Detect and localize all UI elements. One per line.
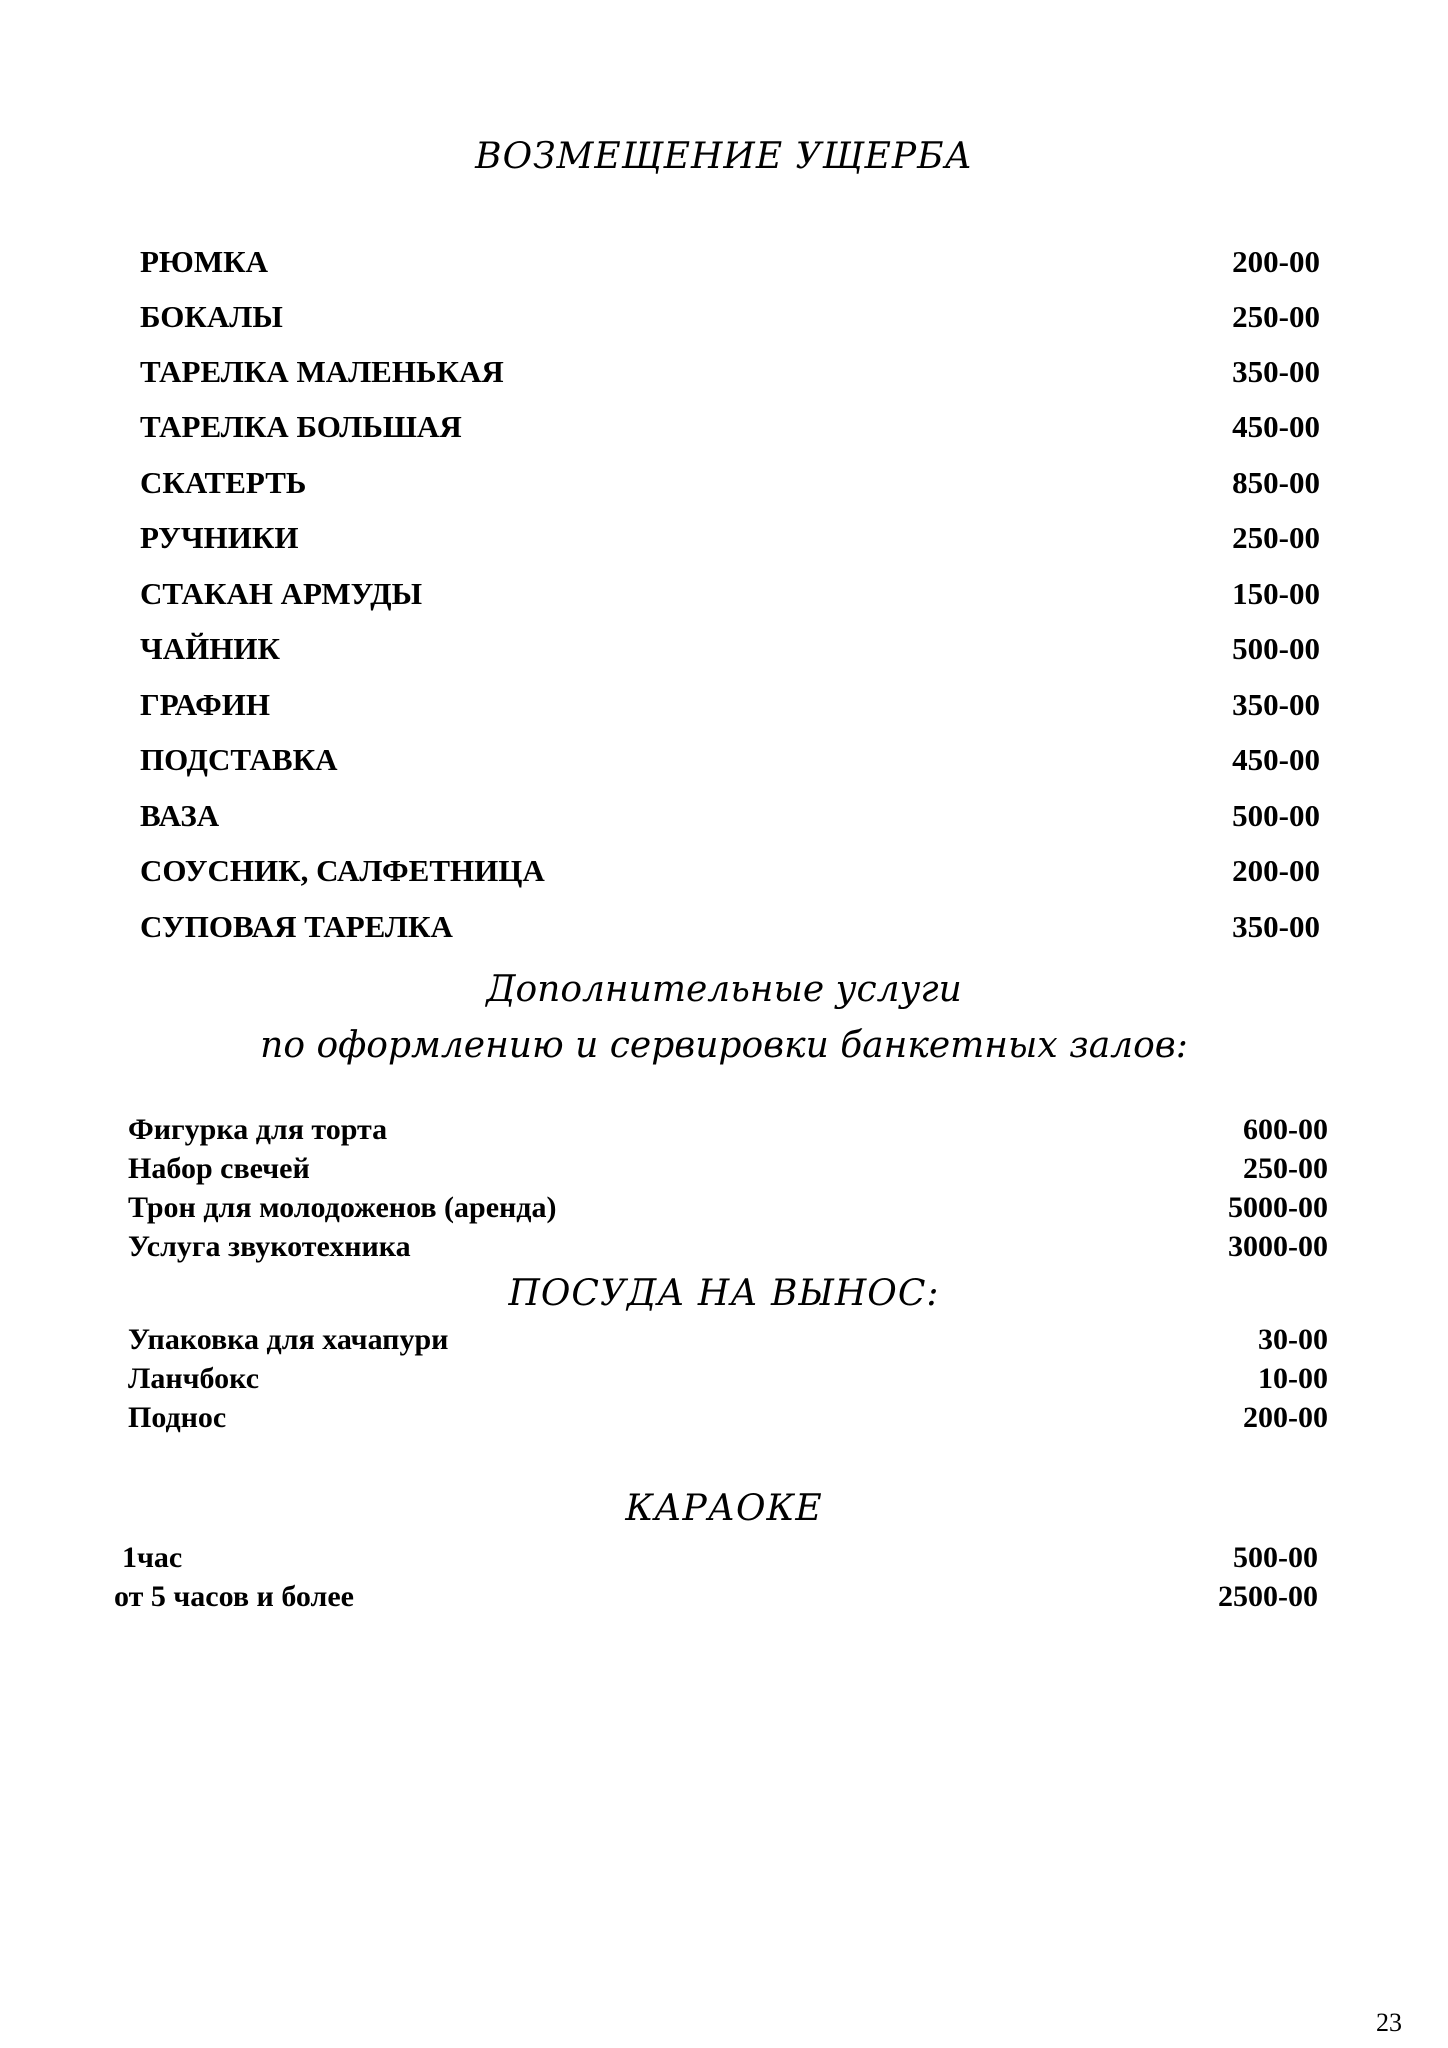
item-price: 450-00 [1232, 742, 1320, 777]
list-item [128, 1401, 1328, 1435]
list-item [114, 1580, 1318, 1614]
list-item [140, 853, 1320, 889]
item-price: 450-00 [1232, 409, 1320, 444]
item-name: Трон для молодоженов (аренда) [128, 1191, 557, 1224]
list-item [128, 1113, 1328, 1147]
list-item [140, 354, 1320, 390]
services-title-line-2: по оформлению и сервировки банкетных залов: [260, 1025, 1188, 1066]
item-name: ЧАЙНИК [140, 631, 280, 666]
takeaway-title: ПОСУДА НА ВЫНОС: [508, 1273, 940, 1314]
item-price: 3000-00 [1228, 1230, 1328, 1263]
item-name: РЮМКА [140, 244, 268, 279]
item-price: 200-00 [1232, 853, 1320, 888]
item-name: ГРАФИН [140, 687, 270, 722]
item-price: 250-00 [1243, 1152, 1328, 1185]
damage-title: ВОЗМЕЩЕНИЕ УЩЕРБА [475, 136, 973, 177]
item-name: Набор свечей [128, 1152, 310, 1185]
item-name: Услуга звукотехника [128, 1230, 411, 1263]
item-price: 10-00 [1258, 1362, 1328, 1395]
list-item [128, 1152, 1328, 1186]
item-price: 850-00 [1232, 465, 1320, 500]
list-item [140, 299, 1320, 335]
item-price: 250-00 [1232, 520, 1320, 555]
item-name: СКАТЕРТЬ [140, 465, 307, 500]
services-title-line-1: Дополнительные услуги [486, 969, 962, 1010]
item-name: РУЧНИКИ [140, 520, 299, 555]
item-price: 350-00 [1232, 909, 1320, 944]
item-price: 600-00 [1243, 1113, 1328, 1146]
list-item [128, 1230, 1328, 1264]
list-item [140, 742, 1320, 778]
list-item [128, 1362, 1328, 1396]
item-price: 250-00 [1232, 299, 1320, 334]
item-price: 500-00 [1233, 1541, 1318, 1574]
list-item [140, 244, 1320, 280]
list-item [114, 1541, 1318, 1575]
services-title [0, 962, 1448, 1074]
item-name: СОУСНИК, САЛФЕТНИЦА [140, 853, 545, 888]
item-price: 200-00 [1243, 1401, 1328, 1434]
item-name: Поднос [128, 1401, 227, 1434]
list-item [128, 1191, 1328, 1225]
item-name: БОКАЛЫ [140, 299, 283, 334]
list-item [140, 631, 1320, 667]
list-item [140, 465, 1320, 501]
item-name: СУПОВАЯ ТАРЕЛКА [140, 909, 453, 944]
item-price: 350-00 [1232, 354, 1320, 389]
list-item [140, 798, 1320, 834]
page-number: 23 [1376, 2008, 1402, 2037]
item-price: 150-00 [1232, 576, 1320, 611]
item-name: Упаковка для хачапури [128, 1323, 449, 1356]
item-price: 350-00 [1232, 687, 1320, 722]
karaoke-title: КАРАОКЕ [625, 1488, 823, 1529]
item-name: 1час [122, 1541, 183, 1574]
item-price: 200-00 [1232, 244, 1320, 279]
list-item [140, 409, 1320, 445]
item-price: 2500-00 [1218, 1580, 1318, 1613]
item-price: 30-00 [1258, 1323, 1328, 1356]
item-name: от 5 часов и более [114, 1580, 354, 1613]
item-name: Ланчбокс [128, 1362, 260, 1395]
item-name: ВАЗА [140, 798, 220, 833]
list-item [140, 909, 1320, 945]
item-name: Фигурка для торта [128, 1113, 388, 1146]
list-item [140, 687, 1320, 723]
list-item [128, 1323, 1328, 1357]
item-name: ТАРЕЛКА БОЛЬШАЯ [140, 409, 462, 444]
item-price: 500-00 [1232, 798, 1320, 833]
item-name: СТАКАН АРМУДЫ [140, 576, 423, 611]
item-name: ТАРЕЛКА МАЛЕНЬКАЯ [140, 354, 504, 389]
list-item [140, 520, 1320, 556]
item-price: 500-00 [1232, 631, 1320, 666]
item-name: ПОДСТАВКА [140, 742, 338, 777]
item-price: 5000-00 [1228, 1191, 1328, 1224]
list-item [140, 576, 1320, 612]
